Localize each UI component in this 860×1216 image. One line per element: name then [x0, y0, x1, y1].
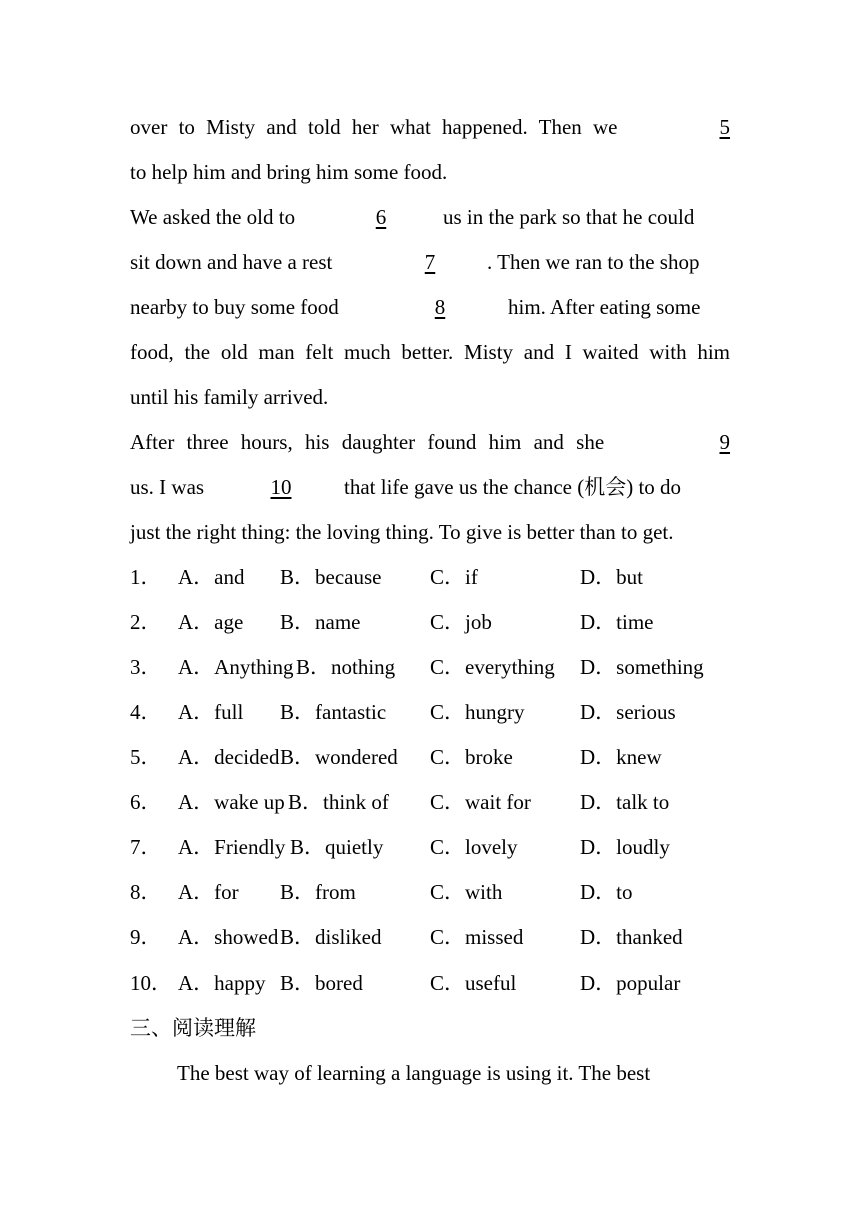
passage-line [130, 465, 730, 510]
option-d[interactable]: D．popular [580, 971, 681, 995]
option-d[interactable]: D．something [580, 655, 704, 679]
passage-line [130, 375, 730, 420]
passage-text: sit down and have a rest [130, 250, 333, 274]
passage-text: over to Misty and told her what happened. Then we [130, 115, 618, 139]
question-9 [130, 915, 770, 960]
blank-8: 8 [434, 295, 446, 319]
option-d[interactable]: D．thanked [580, 925, 683, 949]
option-a[interactable]: A．and [178, 565, 245, 589]
passage-text: that life gave us the chance (机会) to do [344, 475, 682, 499]
blank-7: 7 [424, 250, 436, 274]
option-d[interactable]: D．loudly [580, 835, 670, 859]
passage-line [130, 420, 730, 465]
option-b[interactable]: B．disliked [280, 925, 382, 949]
passage-text: After three hours, his daughter found him and she [130, 430, 605, 454]
question-1 [130, 555, 770, 600]
option-d[interactable]: D．time [580, 610, 654, 634]
question-number: 4． [130, 700, 162, 724]
passage-text: us. I was [130, 475, 205, 499]
blank-9: 9 [719, 430, 730, 454]
option-b[interactable]: B．wondered [280, 745, 398, 769]
option-c[interactable]: C．missed [430, 925, 524, 949]
passage-line [130, 510, 730, 555]
question-number: 3． [130, 655, 162, 679]
option-d[interactable]: D．to [580, 880, 633, 904]
question-5 [130, 735, 770, 780]
question-3 [130, 645, 770, 690]
option-c[interactable]: C．useful [430, 971, 517, 995]
option-b[interactable]: B．bored [280, 971, 363, 995]
option-d[interactable]: D．knew [580, 745, 662, 769]
passage-text: . Then we ran to the shop [487, 250, 700, 274]
passage-line [130, 285, 730, 330]
reading-paragraph: The best way of learning a language is using it. The best [177, 1061, 651, 1085]
option-c[interactable]: C．if [430, 565, 478, 589]
option-a[interactable]: A．wake up [178, 790, 285, 814]
option-c[interactable]: C．hungry [430, 700, 525, 724]
option-c[interactable]: C．lovely [430, 835, 518, 859]
option-b[interactable]: B．name [280, 610, 361, 634]
question-8 [130, 870, 770, 915]
passage-text: nearby to buy some food [130, 295, 339, 319]
option-b[interactable]: B．from [280, 880, 356, 904]
passage-line [130, 150, 730, 195]
passage-text: food, the old man felt much better. Misty and I waited with him [130, 340, 730, 364]
question-number: 2． [130, 610, 162, 634]
passage-text: him. After eating some [508, 295, 701, 319]
passage-line [130, 195, 730, 240]
question-2 [130, 600, 770, 645]
option-b[interactable]: B．quietly [290, 835, 384, 859]
question-number: 8． [130, 880, 162, 904]
option-a[interactable]: A．for [178, 880, 239, 904]
option-b[interactable]: B．nothing [296, 655, 396, 679]
question-number: 10． [130, 971, 172, 995]
option-c[interactable]: C．wait for [430, 790, 531, 814]
passage-text: us in the park so that he could [443, 205, 695, 229]
question-number: 9． [130, 925, 162, 949]
passage-text: just the right thing: the loving thing. To give is better than to get. [130, 520, 674, 544]
option-a[interactable]: A．showed [178, 925, 279, 949]
option-b[interactable]: B．think of [288, 790, 389, 814]
question-number: 5． [130, 745, 162, 769]
question-number: 6． [130, 790, 162, 814]
question-7 [130, 825, 770, 870]
option-a[interactable]: A．Anything [178, 655, 294, 679]
option-c[interactable]: C．job [430, 610, 492, 634]
blank-10: 10 [270, 475, 292, 499]
question-number: 7． [130, 835, 162, 859]
option-c[interactable]: C．everything [430, 655, 555, 679]
option-c[interactable]: C．broke [430, 745, 513, 769]
option-b[interactable]: B．fantastic [280, 700, 387, 724]
option-b[interactable]: B．because [280, 565, 382, 589]
question-10 [130, 961, 770, 1006]
question-6 [130, 780, 770, 825]
option-c[interactable]: C．with [430, 880, 503, 904]
passage-line [130, 105, 730, 150]
option-a[interactable]: A．Friendly [178, 835, 286, 859]
option-d[interactable]: D．talk to [580, 790, 670, 814]
passage-text: We asked the old to [130, 205, 296, 229]
section-title: 三、阅读理解 [130, 1016, 256, 1040]
passage-text: until his family arrived. [130, 385, 329, 409]
option-d[interactable]: D．but [580, 565, 643, 589]
option-d[interactable]: D．serious [580, 700, 676, 724]
option-a[interactable]: A．age [178, 610, 244, 634]
blank-5: 5 [719, 115, 730, 139]
question-4 [130, 690, 770, 735]
passage-text: to help him and bring him some food. [130, 160, 448, 184]
question-number: 1． [130, 565, 162, 589]
blank-6: 6 [375, 205, 387, 229]
option-a[interactable]: A．happy [178, 971, 266, 995]
option-a[interactable]: A．decided [178, 745, 280, 769]
option-a[interactable]: A．full [178, 700, 244, 724]
passage-line [130, 240, 730, 285]
passage-line [130, 330, 730, 375]
